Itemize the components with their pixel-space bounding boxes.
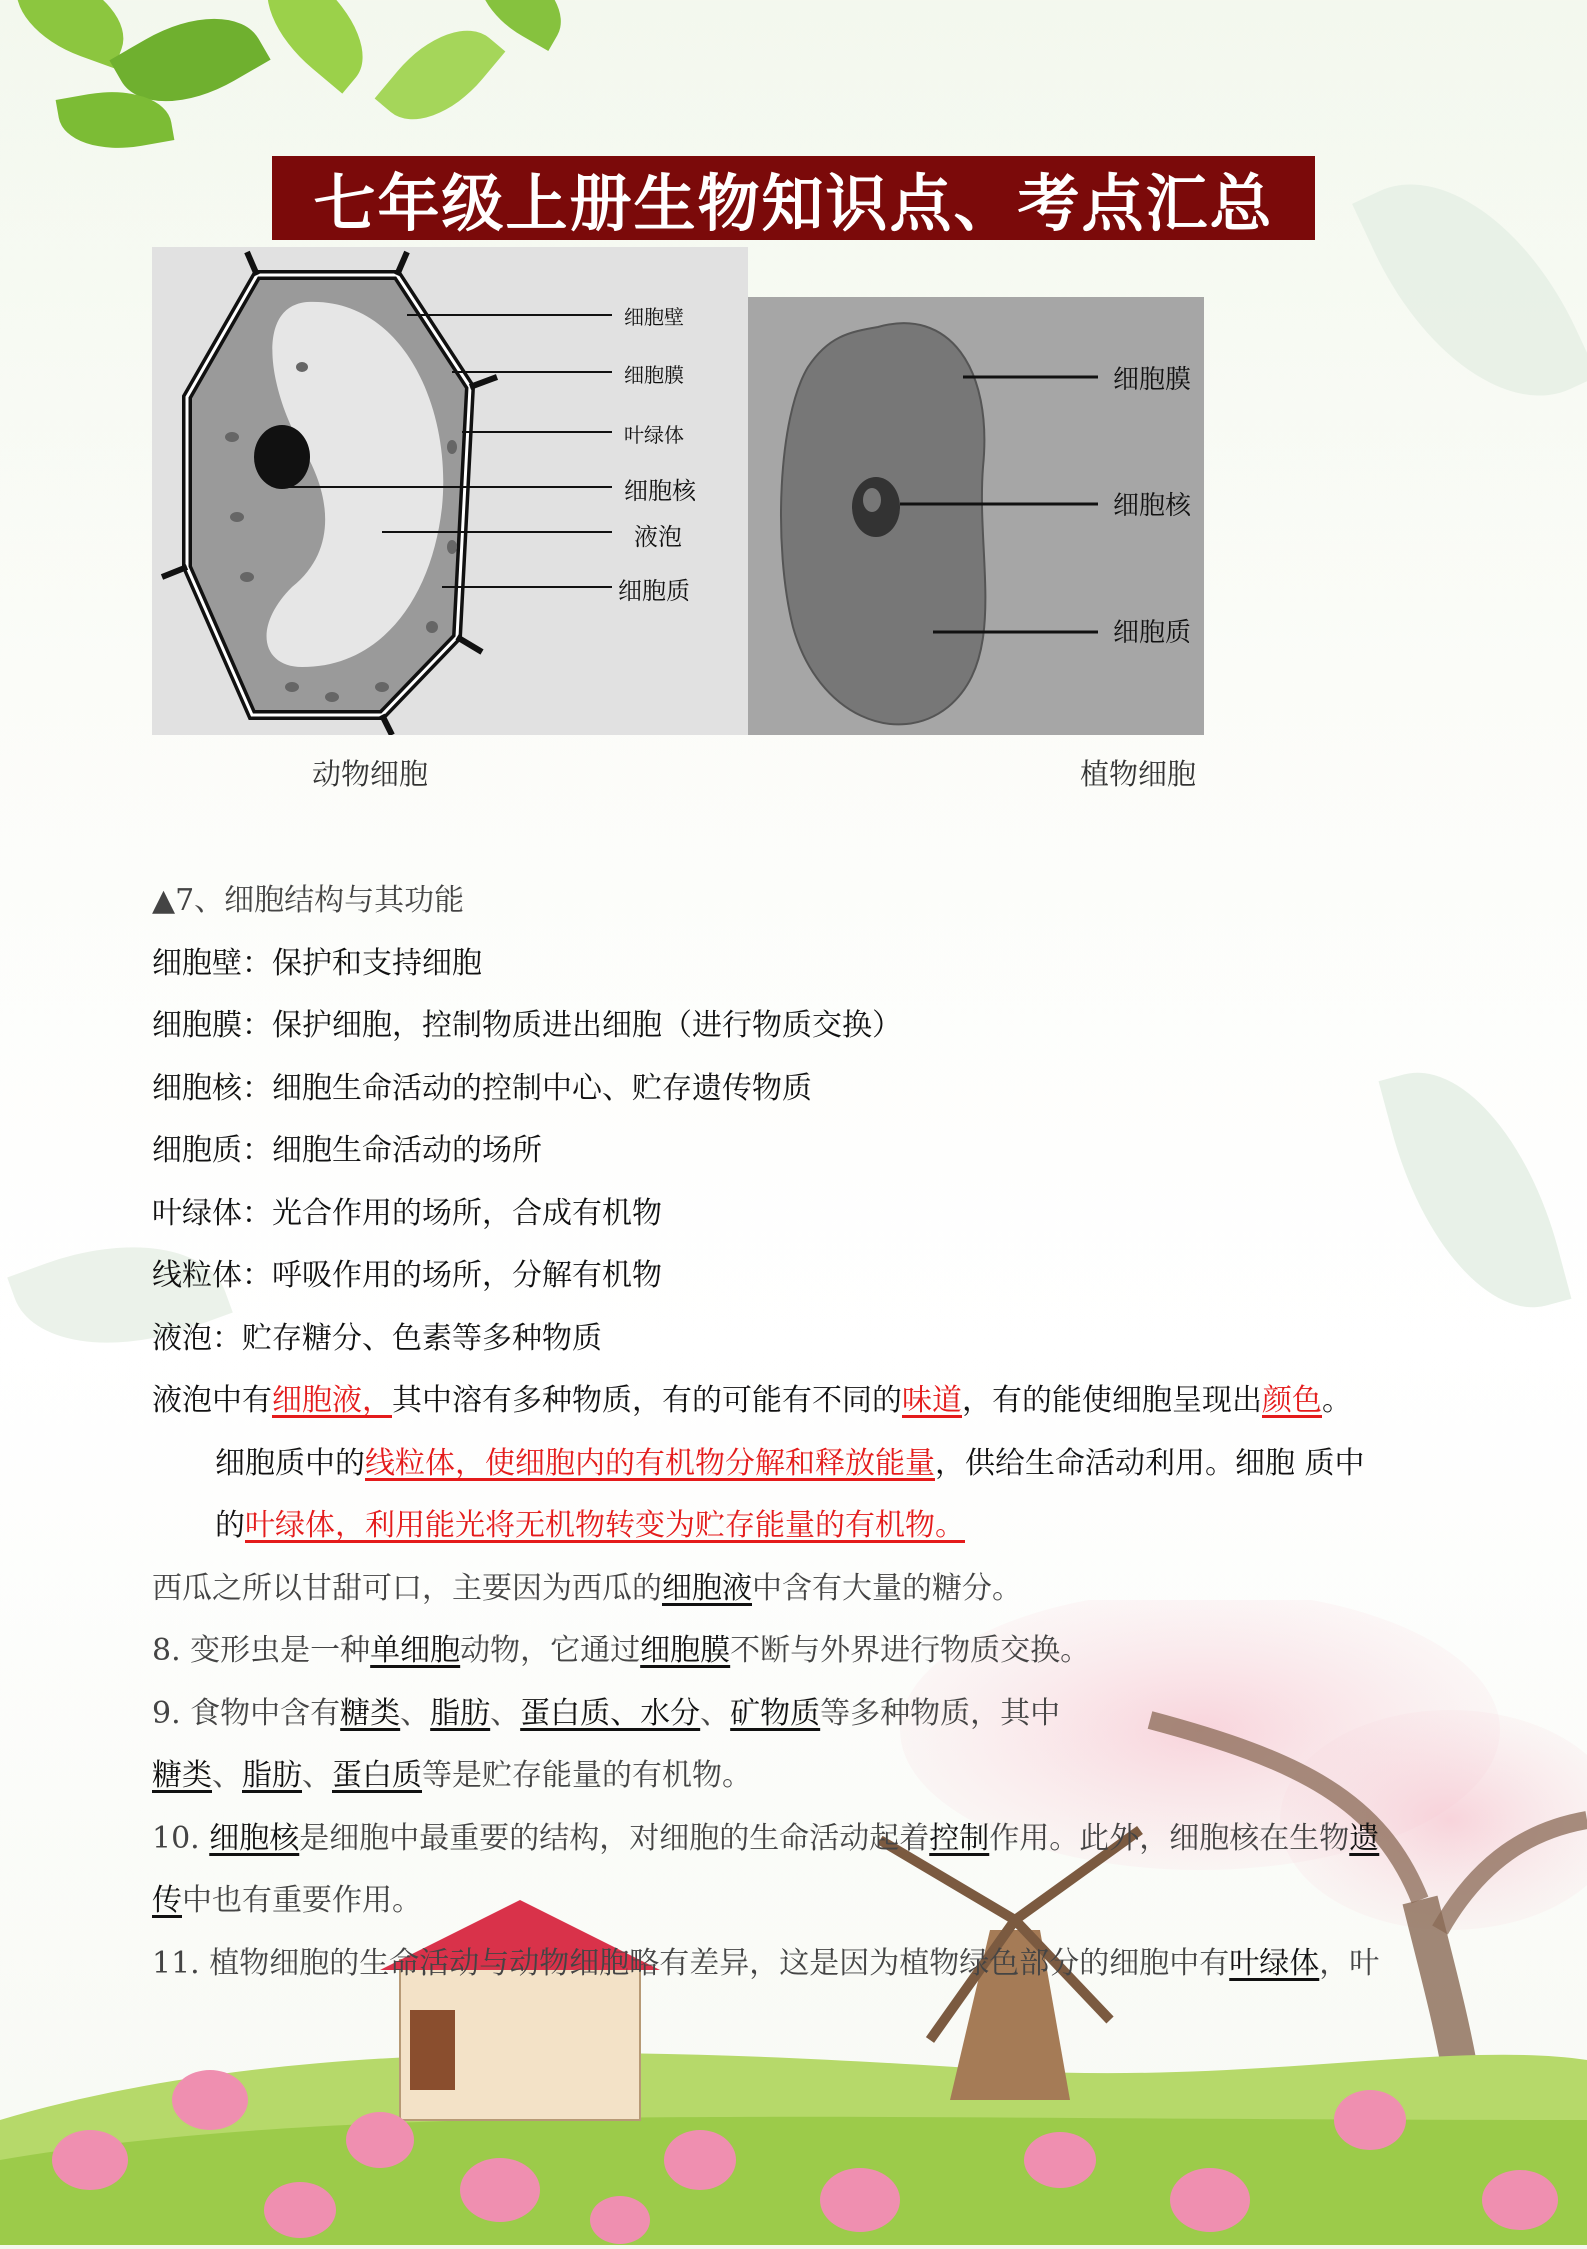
function-item: 细胞膜：保护细胞，控制物质进出细胞（进行物质交换） bbox=[152, 1008, 902, 1043]
item-9-cont: 糖类、脂肪、蛋白质等是贮存能量的有机物。 bbox=[152, 1758, 752, 1793]
function-item: 液泡：贮存糖分、色素等多种物质 bbox=[152, 1320, 602, 1356]
diagram-label-chloroplast: 叶绿体 bbox=[624, 423, 684, 447]
section-7-content bbox=[152, 870, 1452, 1995]
caption-left: 动物细胞 bbox=[312, 757, 429, 791]
faded-leaf-decoration bbox=[1352, 140, 1587, 439]
vacuole-paragraph: 液泡中有细胞液，其中溶有多种物质，有的可能有不同的味道，有的能使细胞呈现出颜色。 bbox=[152, 1383, 1352, 1418]
function-item: 线粒体：呼吸作用的场所，分解有机物 bbox=[152, 1258, 662, 1293]
function-item: 叶绿体：光合作用的场所，合成有机物 bbox=[152, 1195, 662, 1231]
item-10-cont: 传中也有重要作用。 bbox=[152, 1883, 422, 1918]
diagram-label-vacuole: 液泡 bbox=[634, 523, 682, 551]
cell-diagram-left bbox=[152, 247, 748, 735]
diagram-label-cell-membrane: 细胞膜 bbox=[1113, 365, 1192, 395]
function-item: 细胞壁：保护和支持细胞 bbox=[152, 945, 482, 981]
diagram-label-cytoplasm: 细胞质 bbox=[618, 577, 690, 605]
item-9: 9. 食物中含有糖类、脂肪、蛋白质、水分、矿物质等多种物质，其中 bbox=[152, 1695, 1061, 1731]
diagram-label-cytoplasm: 细胞质 bbox=[1113, 618, 1192, 648]
diagram-label-cell-membrane: 细胞膜 bbox=[624, 363, 684, 387]
cytoplasm-paragraph-cont: 的叶绿体，利用能光将无机物转变为贮存能量的有机物。 bbox=[215, 1508, 965, 1543]
cytoplasm-paragraph: 细胞质中的线粒体，使细胞内的有机物分解和释放能量，供给生命活动利用。细胞 质中 bbox=[215, 1445, 1365, 1481]
diagram-label-nucleus: 细胞核 bbox=[1113, 491, 1192, 521]
page-title: 七年级上册生物知识点、考点汇总 bbox=[272, 156, 1315, 240]
caption-right: 植物细胞 bbox=[1080, 757, 1197, 791]
section-heading: ▲7、细胞结构与其功能 bbox=[152, 883, 465, 918]
diagram-label-nucleus: 细胞核 bbox=[624, 477, 696, 505]
item-8: 8. 变形虫是一种单细胞动物，它通过细胞膜不断与外界进行物质交换。 bbox=[152, 1633, 1091, 1668]
item-10: 10. 细胞核是细胞中最重要的结构，对细胞的生命活动起着控制作用。此外，细胞核在生物遗 bbox=[152, 1820, 1380, 1856]
function-item: 细胞质：细胞生命活动的场所 bbox=[152, 1133, 542, 1168]
function-item: 细胞核：细胞生命活动的控制中心、贮存遗传物质 bbox=[152, 1070, 812, 1106]
diagram-label-cell-wall: 细胞壁 bbox=[624, 305, 684, 329]
item-11: 11. 植物细胞的生命活动与动物细胞略有差异，这是因为植物绿色部分的细胞中有叶绿体，叶 bbox=[152, 1945, 1380, 1981]
watermelon-paragraph: 西瓜之所以甘甜可口，主要因为西瓜的细胞液中含有大量的糖分。 bbox=[152, 1570, 1022, 1606]
cell-diagram-right bbox=[748, 297, 1204, 735]
